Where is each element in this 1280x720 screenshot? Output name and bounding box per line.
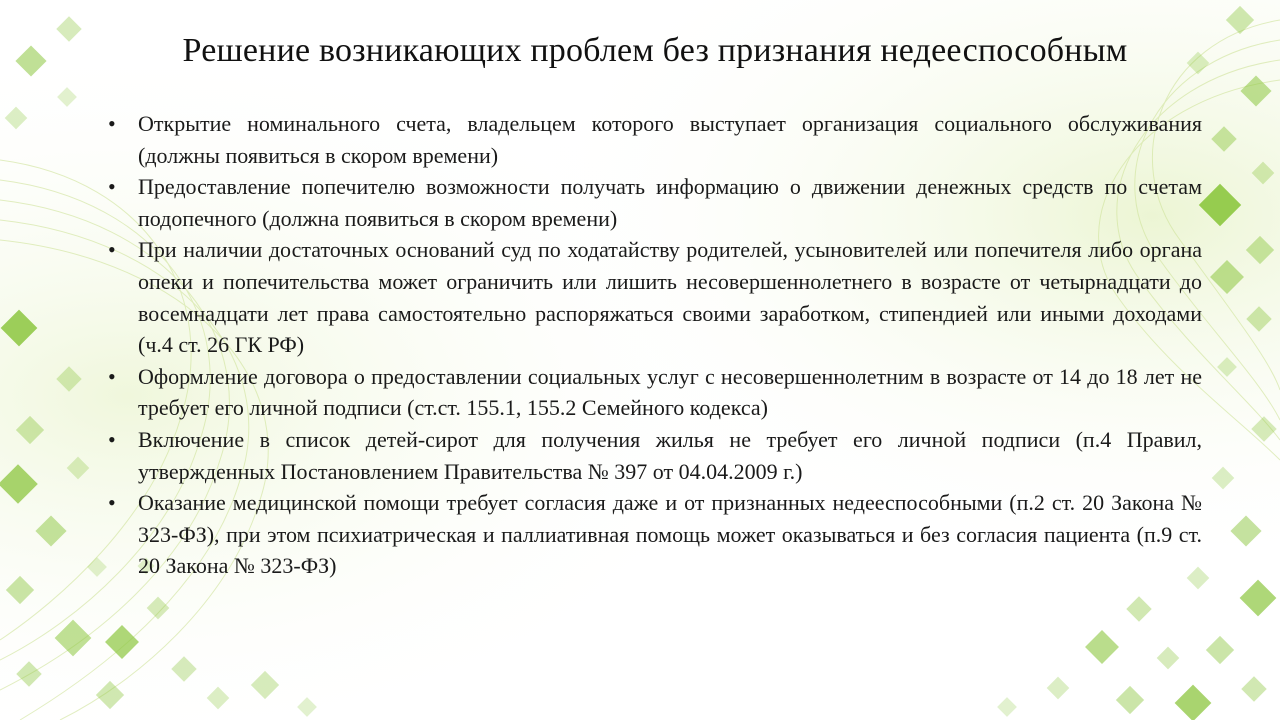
list-item: [108, 487, 1202, 582]
list-item: [108, 171, 1202, 234]
bullet-marker: •: [108, 490, 116, 516]
bullet-marker: •: [108, 174, 116, 200]
bullet-text: Предоставление попечителю возможности получать информацию о движении денежных средств по счетам подопечного (должна появиться в скором времени): [138, 174, 1202, 231]
bullet-marker: •: [108, 237, 116, 263]
bullet-marker: •: [108, 111, 116, 136]
bullet-text: Оказание медицинской помощи требует согласия даже и от признанных недееспособными (п.2 ст. 20 Закона № 323-ФЗ), при этом психиатрическая и паллиативная помощь может оказываться и без согласия пациента (п.9 ст. 20 Закона № 323-ФЗ): [138, 490, 1202, 579]
list-item: [108, 234, 1202, 360]
list-item: [108, 108, 1202, 171]
bullet-text: Включение в список детей-сирот для получения жилья не требует его личной подписи (п.4 Правил, утвержденных Постановлением Правительства № 397 от 04.04.2009 г.): [138, 426, 1202, 484]
bullet-text: При наличии достаточных оснований суд по ходатайству родителей, усыновителей или попечителя либо органа опеки и попечительства может ограничить или лишить несовершеннолетнего в возрасте от четырнадцати до восемнадцати лет права самостоятельно распоряжаться своими заработком, стипендией или иными доходами (ч.4 ст. 26 ГК РФ): [138, 237, 1202, 358]
bullet-text: Оформление договора о предоставлении социальных услуг с несовершеннолетним в возрасте от 14 до 18 лет не требует его личной подписи (ст.ст. 155.1, 155.2 Семейного кодекса): [138, 363, 1202, 421]
bullet-marker: •: [108, 363, 116, 389]
slide-title: Решение возникающих проблем без признания недееспособным: [182, 32, 1128, 69]
list-item: [108, 424, 1202, 487]
list-item: [108, 361, 1202, 424]
bullet-marker: •: [108, 426, 116, 452]
bullet-list: [108, 108, 1202, 582]
bullet-text: Открытие номинального счета, владельцем которого выступает организация социального обслуживания (должны появиться в скором времени): [138, 111, 1202, 168]
